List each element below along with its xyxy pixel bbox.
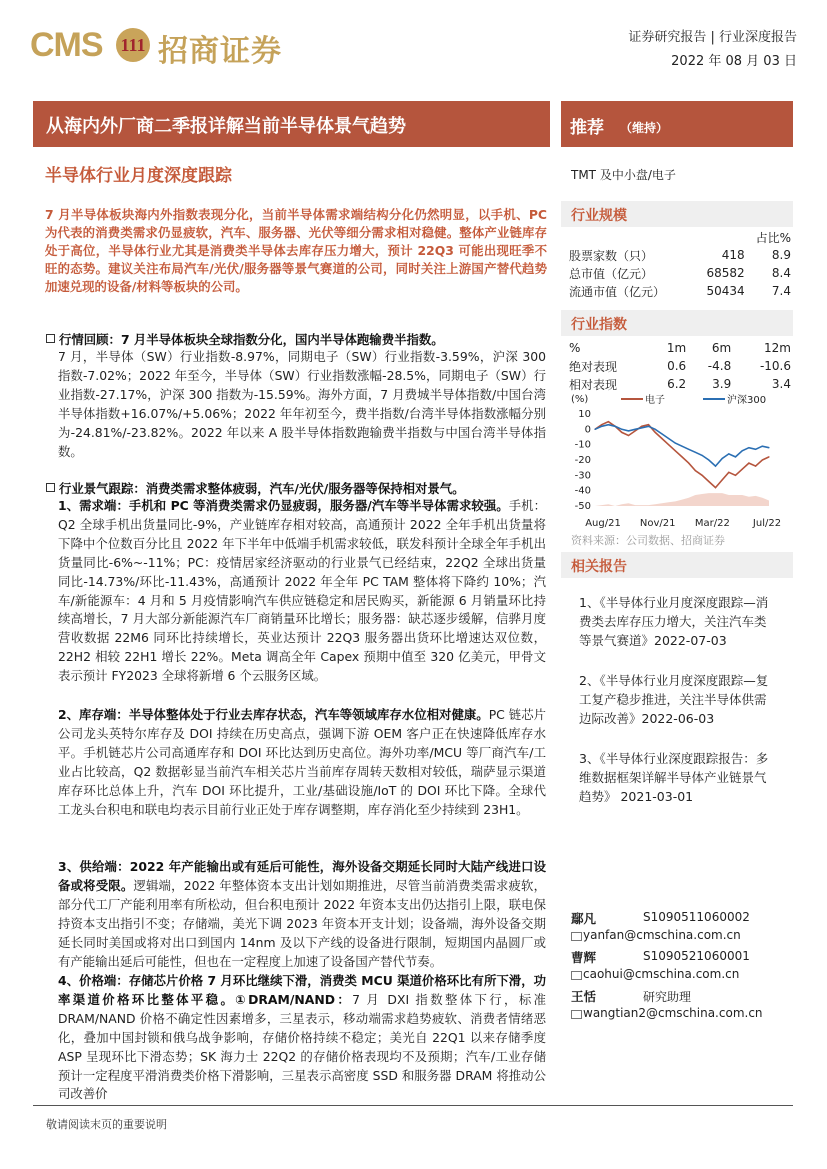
section-body-market-review: 7 月，半导体（SW）行业指数-8.97%，同期电子（SW）行业指数-3.59%，沪深 300 指数-7.02%；2022 年至今，半导体（SW）行业指数涨幅-28.5%，同期电子（SW）行业指数-27.17%，沪深 300 指数为-15.59%。海外方面，7 月费城半导体指数/中国台湾半导体指数+16.07%/+5.06%；2022 年年初至今，费半指数/台湾半导体指数涨幅分别为-24.81%/-23.82%。2022 年以来 A 股半导体指数跑输费半指数与中国台湾半导体指数。 xyxy=(58,349,546,459)
data-point xyxy=(748,447,749,448)
legend-label-0: 电子 xyxy=(645,395,665,406)
data-point xyxy=(755,466,756,467)
data-point xyxy=(728,453,729,454)
paragraph-supply: 3、供给端：2022 年产能输出或有延后可能性，海外设备交期延长同时大陆产线进口设备或将受限。逻辑端，2022 年整体资本支出计划如期推进，尽管当前消费类需求疲软，部分代工厂产能利用率有所松动，但台积电预计 2022 年资本支出仍达指引上限，联电保持资本支出指引不变；存储端，美光下调 2023 年资本开支计划；设备端，海外设备交期延长同时美国或将对出口到国内 14nm 及以下产线的设备进行限制，短期国内晶圆厂或有产能输出延后可能性，但也在一定程度上加速了设备国产替代节奏。 xyxy=(58,859,546,969)
data-point xyxy=(708,481,709,482)
y-tick-label: -10 xyxy=(574,439,591,451)
data-point xyxy=(681,456,682,457)
summary-paragraph: 7 月半导体板块海内外指数表现分化，当前半导体需求端结构分化仍然明显，以手机、PC 为代表的消费类需求仍显疲软，汽车、服务器、光伏等细分需求相对稳健。整体产业链库存处于高位，半导体行业尤其是消费类半导体去库存压力增大，预计 22Q3 可能出现旺季不旺的态势。建议关注布局汽车/光伏/服务器等景气赛道的公司，同时关注上游国产替代趋势加速兑现的设备/材料等板块的公司。 xyxy=(45,207,547,294)
data-point xyxy=(675,450,676,451)
data-point xyxy=(601,426,602,427)
y-tick-label: 10 xyxy=(578,409,591,420)
report-subtitle: 半导体行业月度深度跟踪 xyxy=(45,166,232,186)
data-point xyxy=(648,424,649,425)
data-point xyxy=(635,429,636,430)
data-point xyxy=(668,444,669,445)
table-row: 流通市值（亿元） 50434 7.4 xyxy=(569,284,791,299)
data-point xyxy=(768,447,769,448)
analyst-cert: S1090521060001 xyxy=(643,949,750,963)
y-tick-label: -40 xyxy=(574,485,591,497)
analyst-role: 研究助理 xyxy=(643,990,692,1004)
data-point xyxy=(688,463,689,464)
table-row: % 1m 6m 12m xyxy=(569,341,791,355)
analyst-name: 王恬 xyxy=(571,989,597,1004)
data-point xyxy=(621,429,622,430)
x-tick-label: Aug/21 xyxy=(585,518,621,528)
checkbox-bullet-icon xyxy=(46,334,55,343)
table-row: 股票家数（只） 418 8.9 xyxy=(569,248,791,263)
data-point xyxy=(695,470,696,471)
related-report-link[interactable]: 2、《半导体行业月度深度跟踪—复工复产稳步推进，关注半导体供需边际改善》2022-06-03 xyxy=(579,673,769,726)
logo-company-name: 招商证券 xyxy=(158,34,282,69)
data-point xyxy=(735,456,736,457)
data-point xyxy=(594,429,595,430)
data-point xyxy=(742,450,743,451)
data-point xyxy=(608,421,609,422)
x-tick-label: Nov/21 xyxy=(639,518,676,528)
data-point xyxy=(762,446,763,447)
related-title: 相关报告 xyxy=(571,559,627,575)
rating-sub-label: （维持） xyxy=(620,121,669,135)
data-point xyxy=(768,456,769,457)
data-point xyxy=(715,466,716,467)
report-date: 2022 年 08 月 03 日 xyxy=(671,54,797,69)
scale-table xyxy=(569,228,791,300)
data-point xyxy=(655,429,656,430)
data-point xyxy=(742,469,743,470)
data-point xyxy=(722,479,723,480)
relative-area xyxy=(595,493,769,506)
data-point xyxy=(615,426,616,427)
data-point xyxy=(641,426,642,427)
index-title: 行业指数 xyxy=(571,317,627,333)
section-heading-industry-tracking: 行业景气跟踪：消费类需求整体疲弱，汽车/光伏/服务器等保持相对景气。 xyxy=(46,479,465,497)
data-point xyxy=(728,472,729,473)
data-point xyxy=(702,475,703,476)
data-point xyxy=(688,449,689,450)
data-point xyxy=(702,455,703,456)
data-point xyxy=(755,449,756,450)
data-point xyxy=(648,426,649,427)
analyst-name: 鄢凡 xyxy=(571,911,597,926)
data-point xyxy=(735,475,736,476)
data-point xyxy=(748,463,749,464)
sector-label: TMT 及中小盘/电子 xyxy=(571,168,676,182)
report-title: 从海内外厂商二季报详解当前半导体景气趋势 xyxy=(46,116,406,137)
x-tick-label: Jul/22 xyxy=(752,518,782,528)
data-point xyxy=(621,432,622,433)
table-row: 绝对表现 0.6 -4.8 -10.6 xyxy=(569,359,791,374)
data-point xyxy=(601,424,602,425)
paragraph-inventory: 2、库存端：半导体整体处于行业去库存状态，汽车等领域库存水位相对健康。PC 链芯片公司龙头英特尔库存及 DOI 持续在历史高点，强调下游 OEM 客户正在快速降低库存水平。手机链芯片公司高通库存和 DOI 环比达到历史高位。海外功率/MCU 等厂商汽车/工业占比较高，Q2 数据彰显当前汽车相关芯片当前库存周转天数相对较低，瑞萨显示渠道库存环比总体上升，汽车 DOI 环比提升，工业/基础设施/IoT 的 DOI 环比下降。全球代工龙头台积电和联电均表示目前行业正处于库存调整期，库存消化至少持续到 23H1。 xyxy=(58,707,547,817)
analyst-email[interactable]: yanfan@cmschina.com.cn xyxy=(583,928,741,942)
data-point xyxy=(661,438,662,439)
data-point xyxy=(641,427,642,428)
table-row xyxy=(569,228,791,246)
data-point xyxy=(635,430,636,431)
y-tick-label: -50 xyxy=(574,501,591,512)
data-point xyxy=(608,424,609,425)
rating-label: 推荐 xyxy=(570,118,604,138)
analyst-cert: S1090511060002 xyxy=(643,910,750,924)
data-point xyxy=(722,458,723,459)
data-point xyxy=(708,459,709,460)
checkbox-bullet-icon xyxy=(46,483,55,492)
y-tick-label: -30 xyxy=(574,470,591,482)
table-row: 相对表现 6.2 3.9 3.4 xyxy=(569,377,791,392)
data-point xyxy=(715,487,716,488)
data-point xyxy=(762,459,763,460)
paragraph-price: 4、价格端：存储芯片价格 7 月环比继续下滑，消费类 MCU 渠道价格环比有所下滑，功率渠道价格环比整体平稳。①DRAM/NAND：7 月 DXI 指数整体下行，标准 DRAM/NAND 价格不确定性因素增多，三星表示，移动端需求趋势疲软、消费者情绪恶化，叠加中国封锁和俄乌战争影响，存储价格持续不稳定；美光自 22Q1 以来存储季度 ASP 呈现环比下滑态势；SK 海力士 22Q2 的存储价格表现均不及预期；汽车/工业存储预计一定程度平滑消费类价格下滑影响，三星表示高密度 SSD 和服务器 DRAM 将推动公司改善价 xyxy=(58,973,546,1102)
logo-cms-text: CMS xyxy=(30,26,103,64)
footer-note: 敬请阅读末页的重要说明 xyxy=(46,1118,167,1131)
brand-logo xyxy=(30,24,300,69)
data-point xyxy=(628,430,629,431)
section-heading-market-review: 行情回顾：7 月半导体板块全球指数分化，国内半导体跑输费半指数。 xyxy=(46,330,444,348)
paragraph-demand: 1、需求端：手机和 PC 等消费类需求仍显疲弱，服务器/汽车等半导体需求较强。手机：Q2 全球手机出货量同比-9%，产业链库存相对较高，高通预计 2022 全年手机出货量将下降中个位数百分比且 2022 年下半年中低端手机需求较低，联发科预计全球全年手机出货量同比-6%~-11%；PC：疫情居家经济驱动的行业景气已经结束，22Q2 全球出货量同比-14.73%/环比-11.43%，高通预计 2022 年全年 PC TAM 整体将下降约 10%；汽车/新能源车：4 月和 5 月疫情影响汽车供应链稳定和居民购买，新能源 6 月销量环比持续高增长，7 月大部分新能源汽车厂商销量环比增长；服务器：缺芯逐步缓解，信骅月度营收数据 22M6 同环比持续增长，英业达预计 22Q3 服务器出货环比增速达双位数，22H2 相较 22H1 增长 22%。Meta 调高全年 Capex 预期中值至 320 亿美元，甲骨文表示预计 FY2023 全球将新增 6 个云服务区域。 xyxy=(58,498,547,684)
data-point xyxy=(668,438,669,439)
analyst-name: 曹辉 xyxy=(571,950,597,965)
data-point xyxy=(628,435,629,436)
related-report-link[interactable]: 3、《半导体行业深度跟踪报告：多维数据框架详解半导体产业链景气趋势》 2021-03-01 xyxy=(579,751,769,804)
report-type: 证券研究报告 | 行业深度报告 xyxy=(628,30,797,45)
series-line-0 xyxy=(595,422,769,488)
data-point xyxy=(661,433,662,434)
footer-divider xyxy=(33,1105,793,1106)
scale-title: 行业规模 xyxy=(571,208,627,224)
related-report-link[interactable]: 1、《半导体行业月度深度跟踪—消费类去库存压力增大，关注汽车类等景气赛道》2022-07-03 xyxy=(579,595,769,648)
x-tick-label: Mar/22 xyxy=(694,518,730,528)
data-point xyxy=(695,452,696,453)
logo-badge-icon: 111 xyxy=(116,28,150,62)
legend-label-1: 沪深300 xyxy=(727,395,767,406)
index-performance-chart xyxy=(569,392,791,528)
email-icon xyxy=(571,1010,582,1019)
data-point xyxy=(655,432,656,433)
email-icon xyxy=(571,932,582,941)
y-tick-label: 0 xyxy=(584,424,591,436)
analyst-email[interactable]: caohui@cmschina.com.cn xyxy=(583,967,740,981)
chart-source: 资料来源：公司数据、招商证券 xyxy=(571,534,725,547)
chart-ylabel: (%) xyxy=(571,394,589,405)
index-table xyxy=(569,339,791,393)
y-tick-label: -20 xyxy=(574,455,591,466)
data-point xyxy=(675,443,676,444)
email-icon xyxy=(571,971,582,980)
data-point xyxy=(681,446,682,447)
analyst-email[interactable]: wangtian2@cmschina.com.cn xyxy=(583,1006,763,1020)
table-row: 总市值（亿元） 68582 8.4 xyxy=(569,266,791,281)
scale-col-header: 占比% xyxy=(755,230,791,245)
